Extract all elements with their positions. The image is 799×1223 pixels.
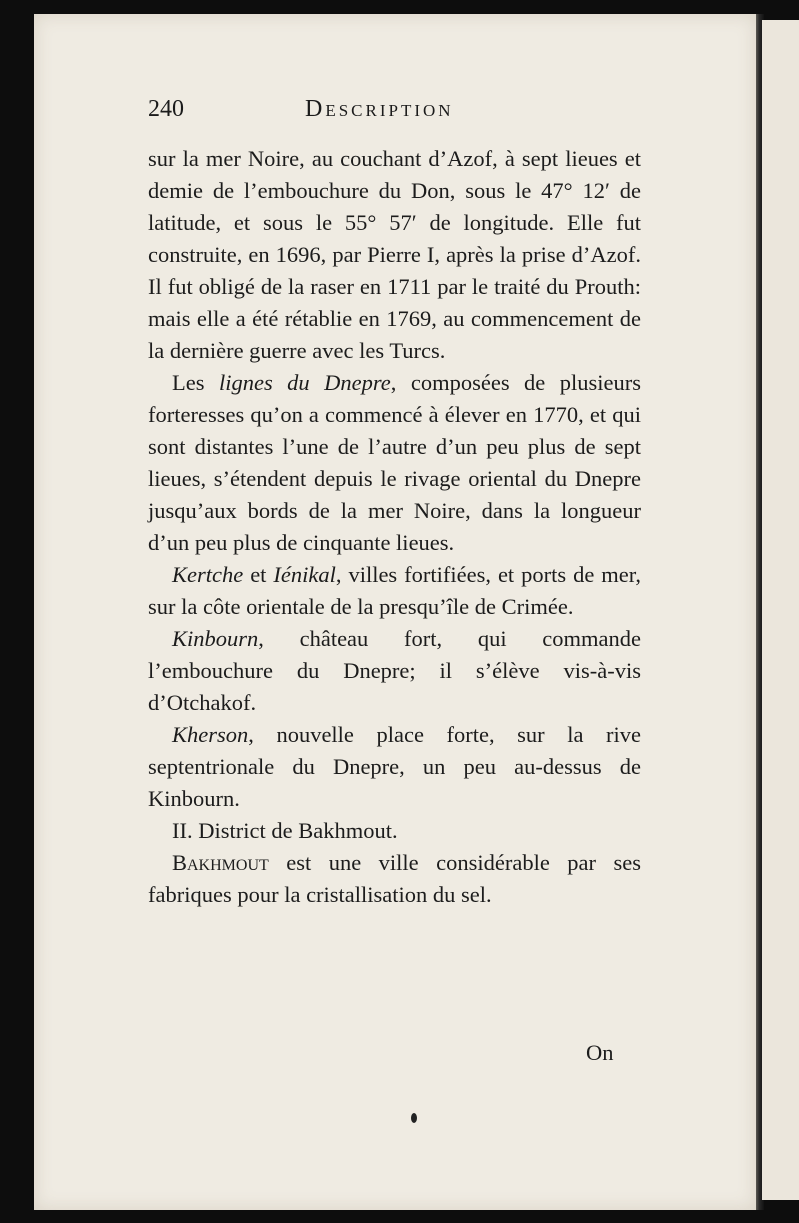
running-title: Description <box>305 96 454 122</box>
place-name-smallcaps: Bakhmout <box>172 850 269 875</box>
paragraph-azof: sur la mer Noire, au couchant d’Azof, à sept lieues et demie de l’embouchure du Don, sous le 47° 12′ de latitude, et sous le 55° 57′ de longitude. Elle fut construite, en 1696, par Pierre I, après la prise d’Azof. Il fut obligé de la raser en 1711 par le traité du Prouth: mais elle a été rétablie en 1769, au commencement de la dernière guerre avec les Turcs. <box>148 146 641 363</box>
facing-page-edge <box>762 20 799 1200</box>
catchword: On <box>586 1040 614 1065</box>
section-heading-bakhmout: II. District de Bakhmout. <box>172 818 398 843</box>
place-name: Kherson <box>172 722 249 747</box>
paragraph-kinbourn: Kinbourn, château fort, qui commande l’embouchure du Dnepre; il s’élève vis-à-vis d’Otchakof. <box>148 626 641 715</box>
paragraph-bakhmout: Bakhmout est une ville considérable par ses fabriques pour la cristallisation du sel. <box>148 850 641 907</box>
place-name: Kinbourn <box>172 626 259 651</box>
paragraph-kherson: Kherson, nouvelle place forte, sur la rive septentrionale du Dnepre, un peu au-dessus de Kinbourn. <box>148 722 641 811</box>
place-name: lignes du Dnepre <box>218 370 391 395</box>
paragraph-kertche-ienikal: Kertche et Iénikal, villes fortifiées, et ports de mer, sur la côte orientale de la presqu’île de Crimée. <box>148 562 641 619</box>
ink-dot <box>411 1113 417 1123</box>
body-text <box>148 143 641 911</box>
place-name: Kertche <box>172 562 244 587</box>
place-name: Iénikal <box>273 562 336 587</box>
page-number: 240 <box>148 96 184 122</box>
paragraph-lignes-du-dnepre: Les lignes du Dnepre, composées de plusieurs forteresses qu’on a commencé à élever en 1770, et qui sont distantes l’une de l’autre d’un peu plus de sept lieues, s’étendent depuis le rivage oriental du Dnepre jusqu’aux bords de la mer Noire, dans la longueur d’un peu plus de cinquante lieues. <box>148 370 641 555</box>
